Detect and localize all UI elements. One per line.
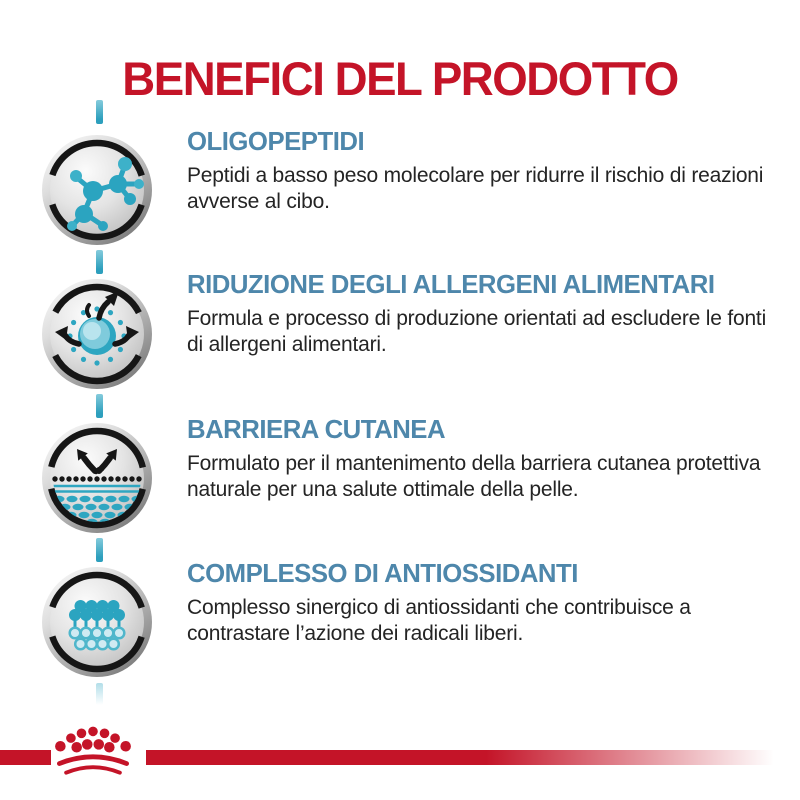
benefit-section (187, 560, 779, 647)
connector-dash (96, 100, 103, 124)
connector-dash (96, 538, 103, 562)
footer-stripe-right (146, 750, 800, 765)
benefit-icon-badge (41, 566, 153, 678)
allergen-dispersal-icon (41, 278, 153, 390)
benefit-section (187, 416, 779, 503)
benefit-icon-badge (41, 278, 153, 390)
benefit-section (187, 271, 779, 358)
connector-dash (96, 394, 103, 418)
page-title: BENEFICI DEL PRODOTTO (122, 52, 678, 106)
benefit-heading: COMPLESSO DI ANTIOSSIDANTI (187, 558, 578, 588)
benefit-description: Complesso sinergico di antiossidanti che contribuisce a contrastare l’azione dei radicali liberi. (187, 596, 691, 646)
benefit-heading: OLIGOPEPTIDI (187, 126, 365, 156)
antioxidant-complex-icon (41, 566, 153, 678)
benefit-description: Peptidi a basso peso molecolare per ridurre il rischio di reazioni avverse al cibo. (187, 164, 764, 214)
benefit-icon-badge (41, 422, 153, 534)
molecule-icon (41, 134, 153, 246)
benefit-description: Formula e processo di produzione orientati ad escludere le fonti di allergeni alimentari. (187, 307, 767, 357)
royal-canin-crown-icon (45, 726, 141, 780)
benefit-heading: BARRIERA CUTANEA (187, 414, 446, 444)
skin-barrier-icon (41, 422, 153, 534)
benefit-icon-badge (41, 134, 153, 246)
benefit-description: Formulato per il mantenimento della barriera cutanea protettiva naturale per una salute ottimale della pelle. (187, 452, 761, 502)
benefit-heading: RIDUZIONE DEGLI ALLERGENI ALIMENTARI (187, 269, 715, 299)
connector-dash (96, 250, 103, 274)
connector-dash (96, 683, 103, 705)
footer-stripe-left (0, 750, 51, 765)
benefit-section (187, 128, 779, 215)
